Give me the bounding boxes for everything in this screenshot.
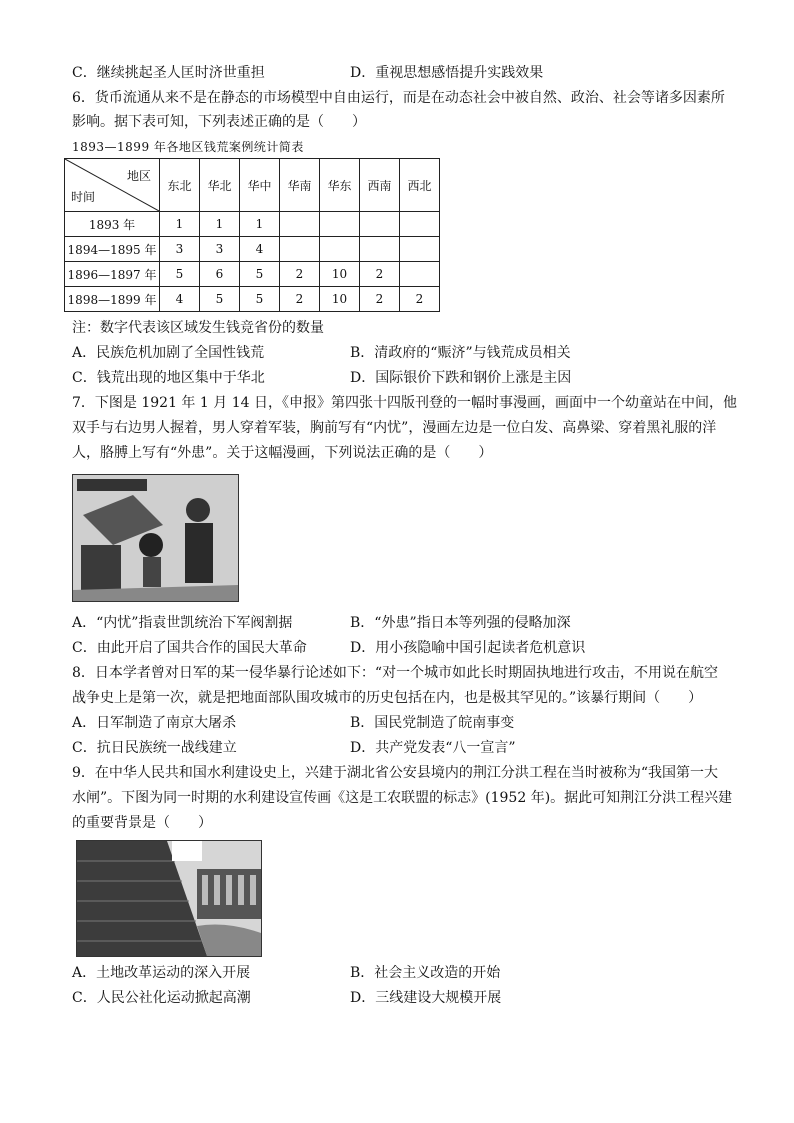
q6-option-a: A．民族危机加剧了全国性钱荒 xyxy=(72,345,265,361)
q6-option-d: D．国际银价下跌和钢价上涨是主因 xyxy=(350,370,572,386)
table-cell: 1 xyxy=(160,212,200,237)
row-time: 1893 年 xyxy=(65,212,160,237)
column-header: 东北 xyxy=(160,159,200,212)
table-cell: 1 xyxy=(240,212,280,237)
q6-statistics-table xyxy=(64,158,440,312)
q6-option-b: B．清政府的“赈济”与钱荒成员相关 xyxy=(350,345,571,361)
column-header: 华中 xyxy=(240,159,280,212)
table-cell: 10 xyxy=(320,262,360,287)
table-row xyxy=(65,262,440,287)
q8-stem-line2: 战争史上是第一次，就是把地面部队围攻城市的历史包括在内，也是极其罕见的。”该暴行期间（ ） xyxy=(72,690,703,706)
column-header: 华东 xyxy=(320,159,360,212)
q7-option-c: C．由此开启了国共合作的国民大革命 xyxy=(72,640,307,656)
table-cell: 4 xyxy=(240,237,280,262)
table-cell xyxy=(320,212,360,237)
poster-illustration xyxy=(77,841,261,956)
q7-option-a: A．“内忧”指袁世凯统治下军阀割据 xyxy=(72,615,293,631)
table-cell: 4 xyxy=(160,287,200,312)
q9-stem-line2: 水闸”。下图为同一时期的水利建设宣传画《这是工农联盟的标志》(1952 年)。据此可知荆江分洪工程兴建 xyxy=(72,790,733,806)
q5-option-d: D．重视思想感悟提升实践效果 xyxy=(350,65,544,81)
q8-option-a: A．日军制造了南京大屠杀 xyxy=(72,715,237,731)
q9-option-a: A．土地改革运动的深入开展 xyxy=(72,965,251,981)
q9-stem-line1: 9．在中华人民共和国水利建设史上，兴建于湖北省公安县境内的荆江分洪工程在当时被称为“我国第一大 xyxy=(72,765,719,781)
table-cell: 2 xyxy=(400,287,440,312)
column-header: 西南 xyxy=(360,159,400,212)
table-cell: 5 xyxy=(160,262,200,287)
table-cell: 3 xyxy=(200,237,240,262)
poster-image xyxy=(76,840,262,957)
q9-option-b: B．社会主义改造的开始 xyxy=(350,965,501,981)
table-cell: 5 xyxy=(240,262,280,287)
q5-option-c: C．继续挑起圣人匡时济世重担 xyxy=(72,65,265,81)
table-cell: 2 xyxy=(280,287,320,312)
q6-note: 注：数字代表该区域发生钱竞省份的数量 xyxy=(72,320,324,336)
corner-label-region: 地区 xyxy=(126,169,151,183)
q9-option-d: D．三线建设大规模开展 xyxy=(350,990,502,1006)
row-time: 1898—1899 年 xyxy=(65,287,160,312)
q7-stem-line1: 7．下图是 1921 年 1 月 14 日，《申报》第四张十四版刊登的一幅时事漫画，画面中一个幼童站在中间，他 xyxy=(72,395,737,411)
q7-option-b: B．“外患”指日本等列强的侵略加深 xyxy=(350,615,571,631)
table-row xyxy=(65,287,440,312)
table-cell: 1 xyxy=(200,212,240,237)
table-cell: 5 xyxy=(200,287,240,312)
table-cell xyxy=(400,237,440,262)
q6-table-caption: 1893—1899 年各地区钱荒案例统计简表 xyxy=(72,140,304,154)
q6-stem-line2: 影响。据下表可知，下列表述正确的是（ ） xyxy=(72,114,366,130)
cartoon-image xyxy=(72,474,239,602)
table-cell xyxy=(400,212,440,237)
row-time: 1896—1897 年 xyxy=(65,262,160,287)
table-cell xyxy=(280,212,320,237)
table-row xyxy=(65,212,440,237)
q6-option-c: C．钱荒出现的地区集中于华北 xyxy=(72,370,265,386)
table-cell xyxy=(360,237,400,262)
table-row xyxy=(65,237,440,262)
column-header: 华北 xyxy=(200,159,240,212)
column-header: 华南 xyxy=(280,159,320,212)
q6-stem-line1: 6．货币流通从来不是在静态的市场模型中自由运行，而是在动态社会中被自然、政治、社会等诸多因素所 xyxy=(72,90,725,106)
q9-option-c: C．人民公社化运动掀起高潮 xyxy=(72,990,251,1006)
table-cell xyxy=(280,237,320,262)
table-cell: 6 xyxy=(200,262,240,287)
q9-stem-line3: 的重要背景是（ ） xyxy=(72,815,212,831)
q8-option-b: B．国民党制造了皖南事变 xyxy=(350,715,515,731)
table-header-row xyxy=(65,159,440,212)
table-cell: 3 xyxy=(160,237,200,262)
q8-option-d: D．共产党发表“八一宣言” xyxy=(350,740,516,756)
table-cell: 2 xyxy=(280,262,320,287)
q8-option-c: C．抗日民族统一战线建立 xyxy=(72,740,237,756)
table-corner-cell xyxy=(65,159,160,212)
table-cell: 5 xyxy=(240,287,280,312)
corner-label-time: 时间 xyxy=(71,190,96,204)
q7-stem-line2: 双手与右边男人握着，男人穿着军装，胸前写有“内忧”，漫画左边是一位白发、高鼻梁、穿着黑礼服的洋 xyxy=(72,420,717,436)
table-cell: 10 xyxy=(320,287,360,312)
q7-stem-line3: 人，胳膊上写有“外患”。关于这幅漫画，下列说法正确的是（ ） xyxy=(72,445,493,461)
table-cell xyxy=(360,212,400,237)
table-cell: 2 xyxy=(360,262,400,287)
table-cell xyxy=(320,237,360,262)
q7-option-d: D．用小孩隐喻中国引起读者危机意识 xyxy=(350,640,586,656)
q8-stem-line1: 8．日本学者曾对日军的某一侵华暴行论述如下：“对一个城市如此长时期固执地进行攻击，不用说在航空 xyxy=(72,665,719,681)
cartoon-illustration xyxy=(73,475,238,601)
table-cell: 2 xyxy=(360,287,400,312)
table-cell xyxy=(400,262,440,287)
row-time: 1894—1895 年 xyxy=(65,237,160,262)
column-header: 西北 xyxy=(400,159,440,212)
